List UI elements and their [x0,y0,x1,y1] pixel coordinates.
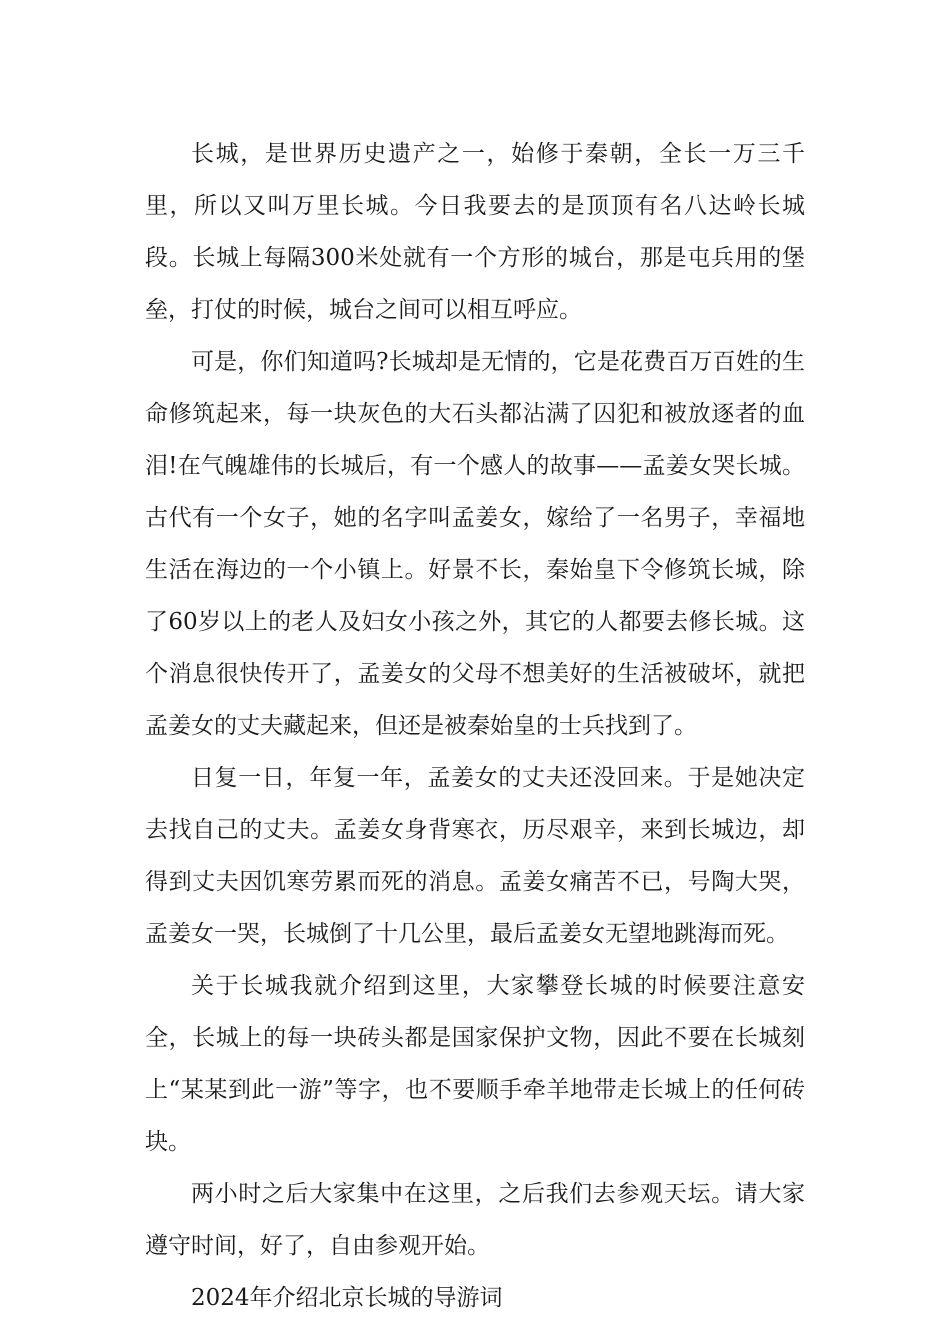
paragraph-search-for-husband: 日复一日，年复一年，孟姜女的丈夫还没回来。于是她决定去找自己的丈夫。孟姜女身背寒衣，历尽艰辛，来到长城边，却得到丈夫因饥寒劳累而死的消息。孟姜女痛苦不已，号陶大哭，孟姜女一哭，长城倒了十几公里，最后孟姜女无望地跳海而死。 [145,765,805,947]
paragraph-great-wall-intro: 长城，是世界历史遗产之一，始修于秦朝，全长一万三千里，所以又叫万里长城。今日我要去的是顶顶有名八达岭长城段。长城上每隔300米处就有一个方形的城台，那是屯兵用的堡垒，打仗的时候，城台之间可以相互呼应。 [145,141,805,323]
document-title-line: 2024年介绍北京长城的导游词 [191,1285,503,1311]
paragraph-meng-jiangnu-story: 可是，你们知道吗?长城却是无情的，它是花费百万百姓的生命修筑起来，每一块灰色的大石头都沾满了囚犯和被放逐者的血泪!在气魄雄伟的长城后，有一个感人的故事——孟姜女哭长城。古代有一个女子，她的名字叫孟姜女，嫁给了一名男子，幸福地生活在海边的一个小镇上。好景不长，秦始皇下令修筑长城，除了60岁以上的老人及妇女小孩之外，其它的人都要去修长城。这个消息很快传开了，孟姜女的父母不想美好的生活被破坏，就把孟姜女的丈夫藏起来，但还是被秦始皇的士兵找到了。 [145,349,805,739]
paragraph-gathering-time: 两小时之后大家集中在这里，之后我们去参观天坛。请大家遵守时间，好了，自由参观开始。 [145,1181,805,1259]
paragraph-safety-notice: 关于长城我就介绍到这里，大家攀登长城的时候要注意安全，长城上的每一块砖头都是国家保护文物，因此不要在长城刻上“某某到此一游”等字，也不要顺手牵羊地带走长城上的任何砖块。 [145,973,805,1155]
document-body [145,128,805,1324]
